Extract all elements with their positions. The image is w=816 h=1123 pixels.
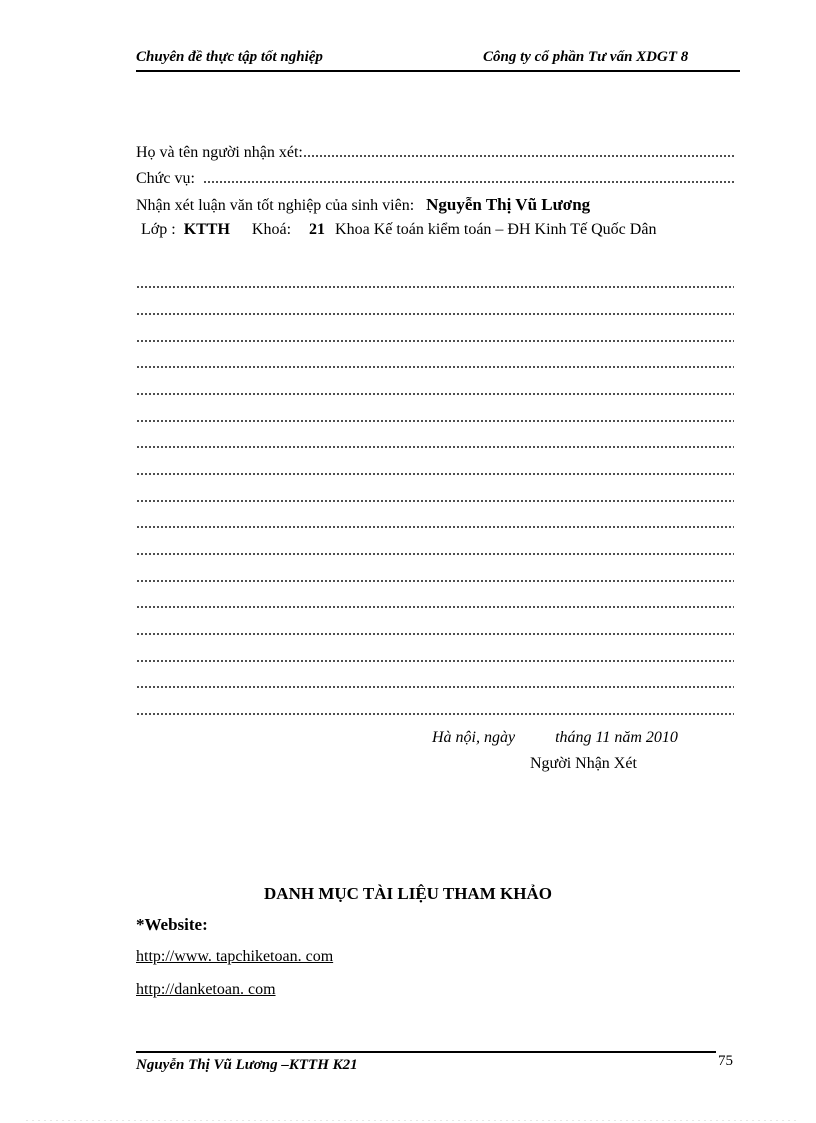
comment-line (136, 633, 734, 635)
reviewer-name-label: Họ và tên người nhận xét: (136, 144, 303, 161)
header-rule (136, 70, 740, 72)
comment-line (136, 500, 734, 502)
comment-line (136, 286, 734, 288)
reviewer-name-line (136, 144, 734, 162)
comment-line (136, 606, 734, 608)
reference-link-2[interactable]: http://danketoan. com (136, 981, 276, 998)
page-number: 75 (718, 1053, 733, 1069)
comment-line (136, 420, 734, 422)
comment-line (136, 580, 734, 582)
comment-line (136, 340, 734, 342)
course-label: Khoá: (251, 221, 292, 238)
comment-line (136, 313, 734, 315)
page-edge-dots (24, 1120, 796, 1121)
website-label: *Website: (136, 915, 208, 934)
position-line (136, 170, 734, 188)
class-line (141, 221, 656, 239)
comment-line (136, 686, 734, 688)
course-value: 21 (309, 221, 326, 238)
reviewer-name-fill (303, 155, 734, 157)
footer-author: Nguyễn Thị Vũ Lương –KTTH K21 (136, 1057, 358, 1073)
comment-line (136, 660, 734, 662)
student-name: Nguyễn Thị Vũ Lương (426, 195, 591, 214)
place-date (432, 729, 678, 747)
place-date-suffix: tháng 11 năm 2010 (555, 729, 678, 746)
comment-line (136, 526, 734, 528)
review-line (136, 195, 590, 215)
class-label: Lớp : (141, 221, 176, 238)
comment-line (136, 713, 734, 715)
comment-line (136, 446, 734, 448)
class-value: KTTH (183, 221, 230, 238)
references-heading: DANH MỤC TÀI LIỆU THAM KHẢO (264, 884, 552, 903)
comment-line (136, 366, 734, 368)
signature-title: Người Nhận Xét (530, 755, 637, 772)
comment-line (136, 553, 734, 555)
faculty-text: Khoa Kế toán kiểm toán – ĐH Kinh Tế Quốc Dân (335, 221, 657, 238)
position-label: Chức vụ: (136, 170, 195, 187)
position-fill (203, 181, 734, 183)
header-left-title: Chuyên đề thực tập tốt nghiệp (136, 49, 323, 65)
reference-link-1[interactable]: http://www. tapchiketoan. com (136, 948, 334, 965)
comment-line (136, 393, 734, 395)
header-right-title: Công ty cổ phần Tư vấn XDGT 8 (483, 49, 689, 65)
comment-line (136, 473, 734, 475)
footer-rule (136, 1051, 716, 1053)
place-date-prefix: Hà nội, ngày (432, 729, 516, 746)
review-label: Nhận xét luận văn tốt nghiệp của sinh viên: (136, 197, 415, 214)
